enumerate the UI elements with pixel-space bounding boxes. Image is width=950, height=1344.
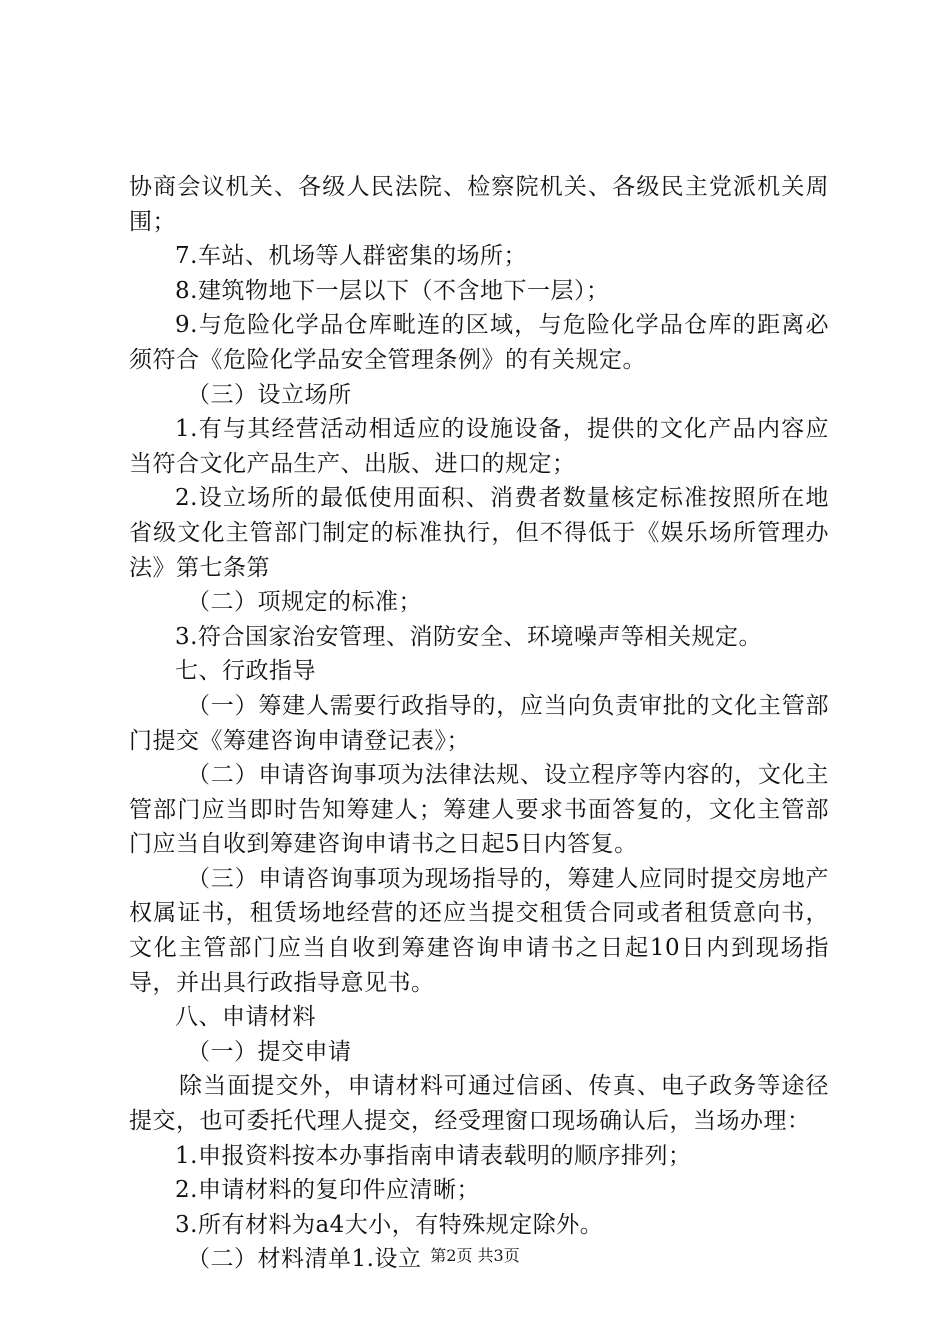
paragraph: 3.符合国家治安管理、消防安全、环境噪声等相关规定。: [175, 623, 762, 650]
paragraph: 1.有与其经营活动相适应的设施设备，提供的文化产品内容应当符合文化产品生产、出版、进口的规定；: [129, 416, 829, 477]
paragraph: 除当面提交外，申请材料可通过信函、传真、电子政务等途径提交，也可委托代理人提交，经受理窗口现场确认后，当场办理：: [129, 1073, 829, 1135]
paragraph: 8.建筑物地下一层以下（不含地下一层）；: [175, 277, 610, 304]
paragraph: 2.设立场所的最低使用面积、消费者数量核定标准按照所在地省级文化主管部门制定的标准执行，但不得低于《娱乐场所管理办法》第七条第: [129, 485, 829, 581]
paragraph: （二）申请咨询事项为法律法规、设立程序等内容的，文化主管部门应当即时告知筹建人；筹建人要求书面答复的，文化主管部门应当自收到筹建咨询申请书之日起5日内答复。: [129, 762, 829, 858]
paragraph: （一）筹建人需要行政指导的，应当向负责审批的文化主管部门提交《筹建咨询申请登记表》；: [129, 692, 829, 754]
paragraph: 7.车站、机场等人群密集的场所；: [175, 243, 527, 270]
paragraph: （二）材料清单1.设立: [187, 1246, 422, 1273]
paragraph: 八、申请材料: [175, 1004, 316, 1031]
body-text: [129, 170, 829, 1277]
paragraph: 9.与危险化学品仓库毗连的区域，与危险化学品仓库的距离必须符合《危险化学品安全管理条例》的有关规定。: [129, 312, 829, 373]
paragraph: 1.申报资料按本办事指南申请表载明的顺序排列；: [175, 1142, 692, 1169]
paragraph: （二）项规定的标准；: [187, 589, 422, 616]
paragraph: 3.所有材料为a4大小，有特殊规定除外。: [175, 1211, 604, 1238]
page-footer: 第2页 共3页: [430, 1246, 520, 1265]
paragraph: （三）设立场所: [187, 381, 352, 408]
paragraph: 七、行政指导: [175, 658, 316, 685]
paragraph: 协商会议机关、各级人民法院、检察院机关、各级民主党派机关周围；: [129, 174, 829, 235]
paragraph: （一）提交申请: [187, 1038, 352, 1065]
paragraph: 2.申请材料的复印件应清晰；: [175, 1177, 480, 1204]
paragraph: （三）申请咨询事项为现场指导的，筹建人应同时提交房地产权属证书，租赁场地经营的还应当提交租赁合同或者租赁意向书，文化主管部门应当自收到筹建咨询申请书之日起10日内到现场指导，并出具行政指导意见书。: [129, 865, 829, 996]
